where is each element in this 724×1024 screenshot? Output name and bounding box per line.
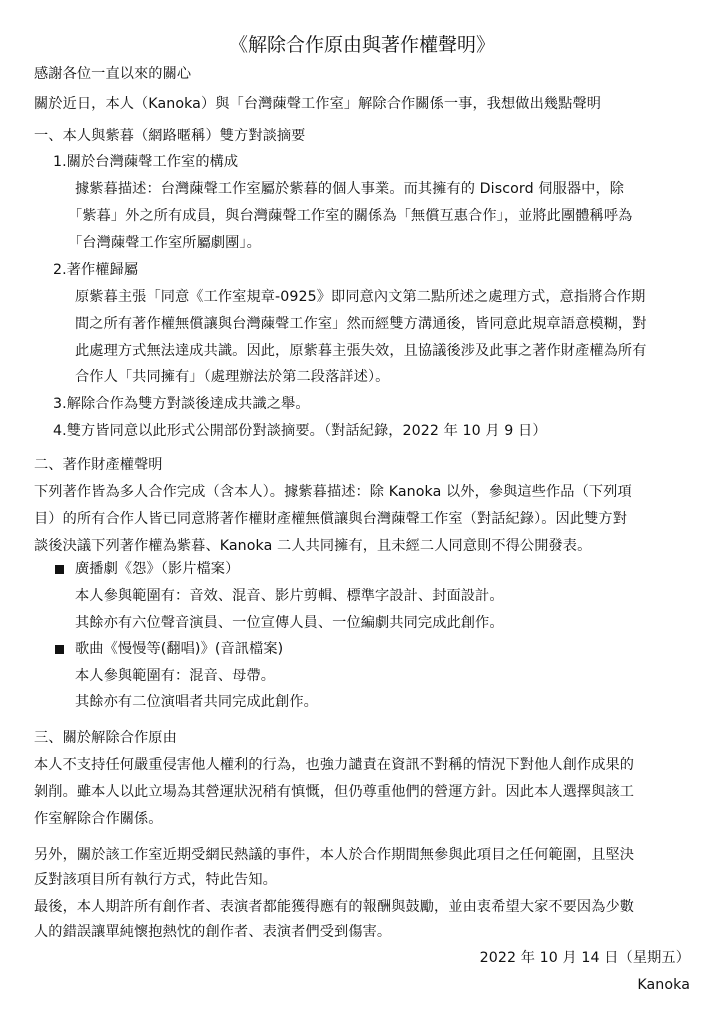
section2-body-line: 目）的所有合作人皆已同意將著作權財產權無償讓與台灣蔯聲工作室（對話紀錄）。因此雙方對: [34, 511, 627, 527]
section1-item1-title: 1.關於台灣蔯聲工作室的構成: [53, 154, 239, 170]
square-bullet-icon: [55, 645, 64, 654]
intro-line: 關於近日，本人（Kanoka）與「台灣蔯聲工作室」解除合作關係一事，我想做出幾點聲明: [34, 96, 602, 112]
section2-body-line: 下列著作皆為多人合作完成（含本人）。據紫暮描述：除 Kanoka 以外，參與這些作品（下列項: [34, 484, 632, 500]
intro-line: 感謝各位一直以來的關心: [34, 66, 192, 82]
section3-para1-line: 本人不支持任何嚴重侵害他人權利的行為，也強力譴責在資訊不對稱的情況下對他人創作成果的: [34, 757, 635, 773]
section3-para1-line: 作室解除合作關係。: [34, 811, 163, 827]
section1-item2-title: 2.著作權歸屬: [53, 262, 139, 278]
signature-name: Kanoka: [637, 977, 690, 993]
signature-date: 2022 年 10 月 14 日（星期五）: [479, 950, 690, 966]
section1-item4: 4.雙方皆同意以此形式公開部份對談摘要。（對話紀錄，2022 年 10 月 9 日）: [53, 423, 547, 439]
section1-item2-line: 原紫暮主張「同意《工作室規章-0925》即同意內文第二點所述之處理方式，意指將合作期: [75, 289, 646, 305]
work-detail: 本人參與範圍有：混音、母帶。: [75, 668, 276, 684]
section1-item1-line: 「台灣蔯聲工作室所屬劇團」。: [68, 235, 261, 251]
document-title: 《解除合作原由與著作權聲明》: [228, 34, 495, 56]
section1-item3: 3.解除合作為雙方對談後達成共識之舉。: [53, 396, 310, 412]
section1-item1-line: 據紫暮描述：台灣蔯聲工作室屬於紫暮的個人事業。而其擁有的 Discord 伺服器中，除: [75, 181, 625, 197]
section2-heading: 二、著作財產權聲明: [34, 457, 163, 473]
section3-para2-line: 另外，關於該工作室近期受網民熱議的事件，本人於合作期間無參與此項目之任何範圍，且堅決: [34, 847, 635, 863]
section1-heading: 一、本人與紫暮（網路暱稱）雙方對談摘要: [34, 128, 306, 144]
work-detail: 其餘亦有六位聲音演員、一位宣傳人員、一位編劇共同完成此創作。: [75, 615, 504, 631]
section3-para2-line: 反對該項目所有執行方式，特此告知。: [34, 872, 277, 888]
section1-item2-line: 此處理方式無法達成共識。因此，原紫暮主張失效，且協議後涉及此事之著作財產權為所有: [75, 343, 647, 359]
section3-para2-line: 人的錯誤讓單純懷抱熱忱的創作者、表演者們受到傷害。: [34, 924, 392, 940]
work-title: 歌曲《慢慢等(翻唱)》(音訊檔案): [75, 641, 284, 657]
section1-item2-line: 間之所有著作權無償讓與台灣蔯聲工作室」然而經雙方溝通後，皆同意此規章語意模糊，對: [75, 316, 647, 332]
section1-item2-line: 合作人「共同擁有」（處理辦法於第二段落詳述）。: [75, 369, 390, 385]
section3-para1-line: 剝削。雖本人以此立場為其營運狀況稍有慎慨，但仍尊重他們的營運方針。因此本人選擇與該工: [34, 784, 635, 800]
work-title: 廣播劇《怨》（影片檔案）: [75, 561, 240, 577]
work-detail: 其餘亦有二位演唱者共同完成此創作。: [75, 694, 318, 710]
section1-item1-line: 「紫暮」外之所有成員，與台灣蔯聲工作室的關係為「無償互惠合作」，並將此團體稱呼為: [68, 208, 633, 224]
section2-body-line: 談後決議下列著作權為紫暮、Kanoka 二人共同擁有，且未經二人同意則不得公開發表。: [34, 538, 592, 554]
section3-para2-line: 最後，本人期許所有創作者、表演者都能獲得應有的報酬與鼓勵，並由衷希望大家不要因為少數: [34, 899, 635, 915]
square-bullet-icon: [55, 565, 64, 574]
section3-heading: 三、關於解除合作原由: [34, 730, 177, 746]
work-detail: 本人參與範圍有：音效、混音、影片剪輯、標準字設計、封面設計。: [75, 588, 504, 604]
